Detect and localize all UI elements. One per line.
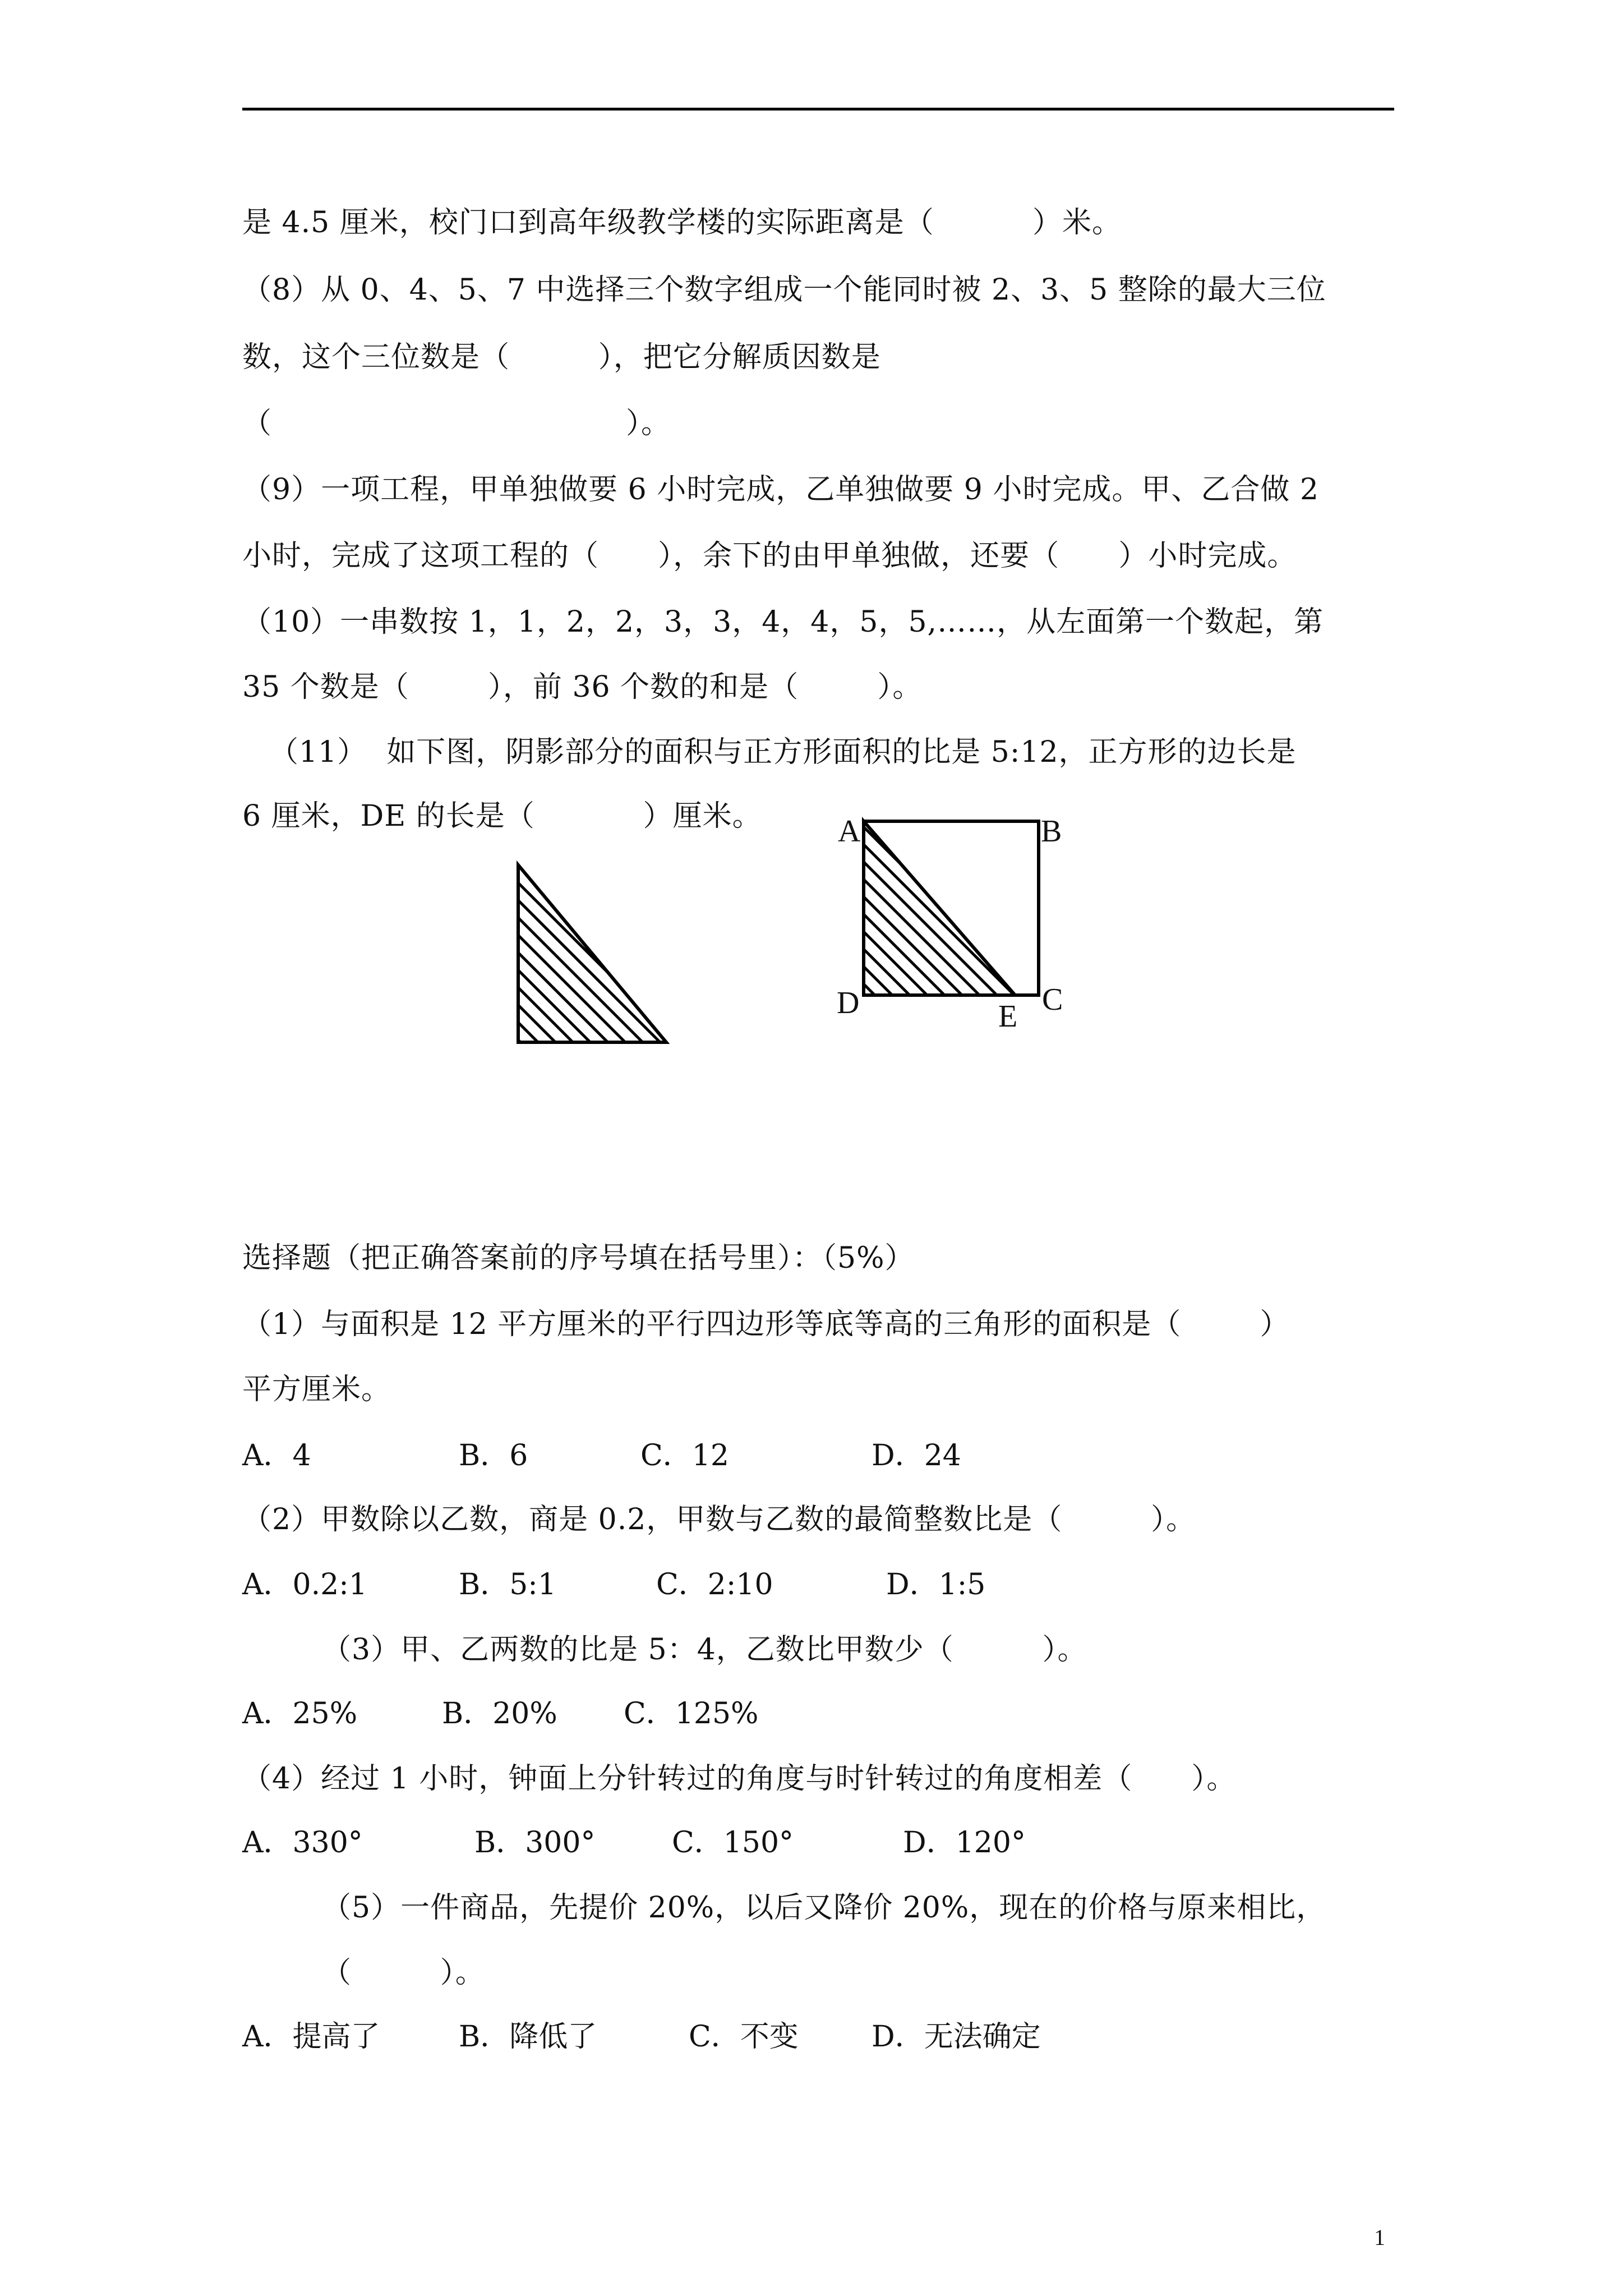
q2-option-d: D．1:5 xyxy=(886,1568,986,1602)
choice-q1-line-1: （1）与面积是 12 平方厘米的平行四边形等底等高的三角形的面积是（ ） xyxy=(242,1308,1290,1341)
q4-option-b: B．300° xyxy=(474,1826,596,1860)
label-d: D xyxy=(837,986,860,1020)
question-8-line-2: 数，这个三位数是（ ），把它分解质因数是 xyxy=(242,341,881,374)
label-b: B xyxy=(1041,814,1062,849)
shaded-triangle-ade xyxy=(864,821,1015,995)
choice-q4: （4）经过 1 小时，钟面上分针转过的角度与时针转过的角度相差（ ）。 xyxy=(242,1762,1237,1796)
q4-option-c: C．150° xyxy=(672,1826,794,1860)
question-9-line-1: （9）一项工程，甲单独做要 6 小时完成，乙单独做要 9 小时完成。甲、乙合做 2 xyxy=(242,473,1319,507)
choice-q5-line-2: （ ）。 xyxy=(322,1956,485,1990)
q4-option-d: D．120° xyxy=(903,1826,1026,1860)
question-9-line-2: 小时，完成了这项工程的（ ），余下的由甲单独做，还要（ ）小时完成。 xyxy=(242,539,1297,573)
choice-q2: （2）甲数除以乙数，商是 0.2，甲数与乙数的最简整数比是（ ）。 xyxy=(242,1503,1196,1536)
q1-option-d: D．24 xyxy=(872,1439,961,1473)
text-line-1: 是 4.5 厘米，校门口到高年级教学楼的实际距离是（ ）米。 xyxy=(242,206,1122,240)
label-e: E xyxy=(998,999,1018,1034)
choice-q5-line-1: （5）一件商品，先提价 20%，以后又降价 20%，现在的价格与原来相比， xyxy=(322,1891,1326,1925)
q5-option-d: D．无法确定 xyxy=(872,2020,1041,2054)
question-10-line-1: （10）一串数按 1，1，2，2，3，3，4，4，5，5,……，从左面第一个数起，第 xyxy=(242,605,1324,639)
q5-option-a: A．提高了 xyxy=(242,2020,380,2054)
question-11-line-1: （11） 如下图，阴影部分的面积与正方形面积的比是 5:12，正方形的边长是 xyxy=(269,735,1297,769)
q2-option-a: A．0.2:1 xyxy=(242,1568,367,1602)
q3-option-b: B．20% xyxy=(442,1697,557,1731)
question-11-line-2: 6 厘米，DE 的长是（ ）厘米。 xyxy=(242,799,762,833)
choice-heading: 选择题（把正确答案前的序号填在括号里）：（5%） xyxy=(242,1241,915,1275)
q3-option-c: C．125% xyxy=(624,1697,759,1731)
label-a: A xyxy=(838,814,861,849)
q1-option-c: C．12 xyxy=(640,1439,729,1473)
q1-option-b: B．6 xyxy=(459,1439,528,1473)
question-8-line-3: （ ）。 xyxy=(242,407,671,440)
choice-q3: （3）甲、乙两数的比是 5：4，乙数比甲数少（ ）。 xyxy=(322,1633,1087,1667)
q4-option-a: A．330° xyxy=(242,1826,363,1860)
q2-option-b: B．5:1 xyxy=(459,1568,556,1602)
shaded-triangle-left xyxy=(518,865,666,1042)
question-8-line-1: （8）从 0、4、5、7 中选择三个数字组成一个能同时被 2、3、5 整除的最大三位 xyxy=(242,273,1326,307)
q5-option-c: C．不变 xyxy=(689,2020,799,2054)
label-c: C xyxy=(1042,982,1063,1017)
q3-option-a: A．25% xyxy=(242,1697,358,1731)
q1-option-a: A．4 xyxy=(242,1439,311,1473)
question-10-line-2: 35 个数是（ ），前 36 个数的和是（ ）。 xyxy=(242,670,923,704)
q2-option-c: C．2:10 xyxy=(656,1568,773,1602)
page-number: 1 xyxy=(1374,2225,1385,2250)
choice-q1-line-2: 平方厘米。 xyxy=(242,1373,391,1406)
q5-option-b: B．降低了 xyxy=(459,2020,597,2054)
